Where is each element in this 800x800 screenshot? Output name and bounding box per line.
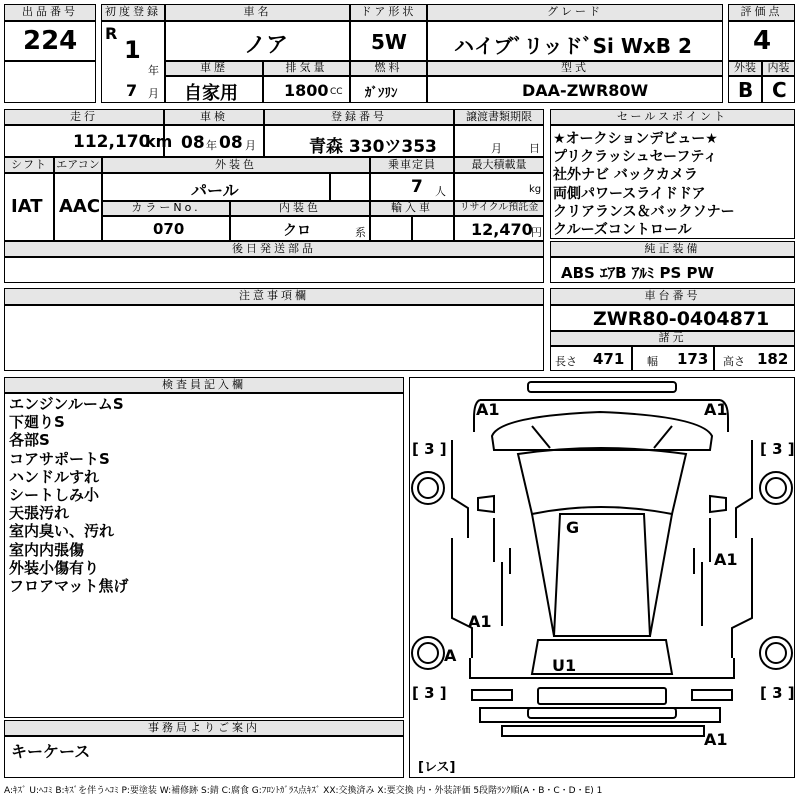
height-label: 高さ: [723, 355, 745, 368]
registration-month: 7: [126, 81, 138, 100]
inspector-note: フロアマット焦げ: [9, 577, 129, 596]
inspection-month: 08: [219, 133, 243, 153]
width-label: 幅: [647, 355, 658, 368]
exterior-color-cell: [102, 173, 330, 201]
damage-mark: [レス]: [418, 760, 456, 775]
inspection-header: 車検: [164, 109, 264, 125]
capacity: 7: [411, 177, 423, 197]
chassis-header: 車台番号: [550, 288, 795, 305]
door-type-header: ドア形状: [350, 4, 427, 21]
inspector-notes-header: 検査員記入欄: [4, 377, 404, 393]
width: 173: [677, 350, 709, 368]
score-cell: [728, 21, 795, 61]
model-code: DAA-ZWR80W: [522, 81, 649, 100]
chassis-cell: [550, 305, 795, 331]
car-name-header: 車名: [165, 4, 350, 21]
selling-point: クリアランス＆バックソナー: [553, 203, 735, 220]
notes-header: 注意事項欄: [4, 288, 544, 305]
selling-point: プリクラッシュセーフティ: [553, 149, 718, 166]
interior-color-header: 内装色: [230, 201, 370, 216]
model-cell: [427, 76, 723, 103]
car-name: ノア: [244, 33, 289, 58]
color-number-header: カラーNo.: [102, 201, 230, 216]
exterior-color: パール: [191, 181, 239, 200]
later-parts-header: 後日発送部品: [4, 241, 544, 257]
exterior-color-extra-cell: [330, 173, 370, 201]
damage-mark: [ 3 ]: [760, 440, 795, 458]
displacement-cell: [263, 76, 350, 103]
damage-mark: A: [444, 646, 457, 665]
year-unit: 年: [148, 64, 159, 77]
history: 自家用: [184, 83, 238, 104]
score: 4: [753, 26, 772, 56]
era: R: [105, 24, 118, 43]
grade: ハイブﾞリッドﾞSi WxB 2: [454, 34, 692, 58]
damage-mark: A1: [468, 612, 492, 631]
shift-cell: [4, 173, 54, 241]
inspector-note: 室内内張傷: [9, 540, 85, 559]
damage-mark: [ 3 ]: [760, 684, 795, 702]
door-type: 5W: [371, 30, 407, 54]
height-cell: [714, 346, 795, 371]
selling-point: 社外ナビ バックカメラ: [553, 167, 698, 184]
max-load-cell: [454, 173, 544, 201]
inspector-note: 天張汚れ: [9, 504, 70, 523]
inspection-cell: [164, 125, 264, 157]
later-parts-cell: [4, 257, 544, 283]
width-cell: [632, 346, 714, 371]
recycle-unit: 円: [531, 226, 542, 239]
transfer-deadline-cell: [454, 125, 544, 157]
transfer-month-unit: 月: [491, 142, 502, 155]
grade-header: グレード: [427, 4, 723, 21]
exterior-color-header: 外装色: [102, 157, 370, 173]
interior-grade-header: 内装: [762, 61, 795, 76]
mileage-unit: km: [145, 132, 173, 151]
aircon: AAC: [59, 196, 101, 217]
lot-number-cell: [4, 21, 96, 61]
interior-color: クロ: [283, 223, 311, 239]
interior-grade: C: [772, 78, 787, 102]
interior-color-cell: [230, 216, 370, 241]
capacity-unit: 人: [435, 185, 446, 198]
import-cell-2: [412, 216, 454, 241]
mileage-cell: [4, 125, 173, 157]
first-registration-header: 初度登録: [101, 4, 165, 21]
color-number: 070: [153, 220, 185, 238]
interior-color-unit: 系: [355, 226, 366, 239]
selling-point: クルーズコントロール: [553, 222, 692, 239]
damage-mark: A1: [476, 400, 500, 419]
damage-diagram: [409, 377, 795, 778]
plate-cell: [264, 125, 454, 157]
mileage-header: 走行: [4, 109, 164, 125]
color-number-cell: [102, 216, 230, 241]
recycle-deposit: 12,470: [471, 220, 533, 239]
office-notice: キーケース: [11, 742, 91, 761]
length-label: 長さ: [555, 355, 577, 368]
displacement: 1800: [284, 81, 329, 100]
first-registration-cell: [101, 21, 165, 103]
import-cell: [370, 216, 412, 241]
aircon-header: エアコン: [54, 157, 102, 173]
length-cell: [550, 346, 632, 371]
displacement-header: 排気量: [263, 61, 350, 76]
selling-point: ★オークションデビュー★: [553, 131, 718, 147]
inspector-notes-box: [4, 393, 404, 718]
fuel-header: 燃料: [350, 61, 427, 76]
lot-number-header: 出品番号: [4, 4, 96, 21]
displacement-unit: CC: [330, 87, 343, 97]
transfer-deadline-header: 譲渡書類期限: [454, 109, 544, 125]
shift: IAT: [11, 196, 43, 217]
damage-mark: A1: [704, 400, 728, 419]
inspector-note: ハンドルすれ: [9, 467, 100, 486]
selling-points-header: セールスポイント: [550, 109, 795, 125]
equipment-cell: [550, 257, 795, 283]
fuel: ｶﾞｿﾘﾝ: [365, 86, 398, 101]
inspector-note: シートしみ小: [9, 486, 100, 505]
month-unit: 月: [148, 87, 159, 100]
lot-number: 224: [23, 26, 78, 56]
history-header: 車歴: [165, 61, 263, 76]
inspector-note: 外装小傷有り: [9, 558, 100, 577]
inspector-note: 各部S: [9, 431, 50, 450]
fuel-cell: [350, 76, 427, 103]
model-header: 型式: [427, 61, 723, 76]
damage-mark: [ 3 ]: [412, 440, 447, 458]
plate-number: 青森 330ツ353: [309, 137, 437, 157]
plate-header: 登録番号: [264, 109, 454, 125]
damage-mark: U1: [552, 656, 577, 675]
inspector-note: エンジンルームS: [9, 395, 124, 413]
lot-blank-cell: [4, 61, 96, 103]
inspection-month-unit: 月: [245, 139, 256, 152]
spec-header: 諸元: [550, 331, 795, 346]
inspection-year: 08: [181, 133, 205, 153]
damage-mark: [ 3 ]: [412, 684, 447, 702]
inspector-note: 下廻りS: [9, 413, 65, 432]
equipment: ABS ｴｱB ｱﾙﾐ PS PW: [561, 264, 715, 282]
capacity-cell: [370, 173, 454, 201]
history-cell: [165, 76, 263, 103]
legend: A:ｷｽﾞ U:ﾍｺﾐ B:ｷｽﾞを伴うﾍｺﾐ P:要塗装 W:補修跡 S:錆 C:腐食 G:ﾌﾛﾝﾄｶﾞﾗｽ点ｷｽﾞ XX:交換済み X:要交換 内・外装評価 5段階ﾗﾝｸ順(A・B・C・D・E) 1: [4, 786, 603, 796]
transfer-day-unit: 日: [529, 142, 540, 155]
aircon-cell: [54, 173, 102, 241]
exterior-grade-cell: [728, 76, 762, 103]
import-header: 輸入車: [370, 201, 454, 216]
selling-points-box: [550, 125, 795, 239]
max-load-unit: kg: [529, 184, 542, 195]
door-type-cell: [350, 21, 427, 61]
grade-cell: [427, 21, 723, 61]
inspector-note: コアサポートS: [9, 449, 110, 468]
car-name-cell: [165, 21, 350, 61]
office-notice-header: 事務局よりご案内: [4, 720, 404, 736]
recycle-deposit-cell: [454, 216, 544, 241]
height: 182: [757, 350, 789, 368]
shift-header: シフト: [4, 157, 54, 173]
recycle-deposit-header: リサイクル預託金: [454, 201, 544, 216]
registration-year: 1: [124, 36, 141, 64]
office-notice-cell: [4, 736, 404, 778]
max-load-header: 最大積載量: [454, 157, 544, 173]
inspector-note: 室内臭い、汚れ: [9, 522, 115, 541]
damage-mark: A1: [704, 730, 728, 749]
mileage: 112,170: [73, 132, 151, 152]
exterior-grade-header: 外装: [728, 61, 762, 76]
chassis-number: ZWR80-0404871: [593, 308, 770, 330]
inspection-year-unit: 年: [206, 139, 217, 152]
damage-mark: G: [566, 518, 580, 537]
selling-point: 両側パワースライドドア: [553, 185, 706, 202]
capacity-header: 乗車定員: [370, 157, 454, 173]
notes-cell: [4, 305, 544, 371]
score-header: 評価点: [728, 4, 795, 21]
exterior-grade: B: [738, 78, 754, 102]
interior-grade-cell: [762, 76, 795, 103]
equipment-header: 純正装備: [550, 241, 795, 257]
length: 471: [593, 350, 625, 368]
car-outline: [410, 378, 794, 777]
damage-mark: A1: [714, 550, 738, 569]
